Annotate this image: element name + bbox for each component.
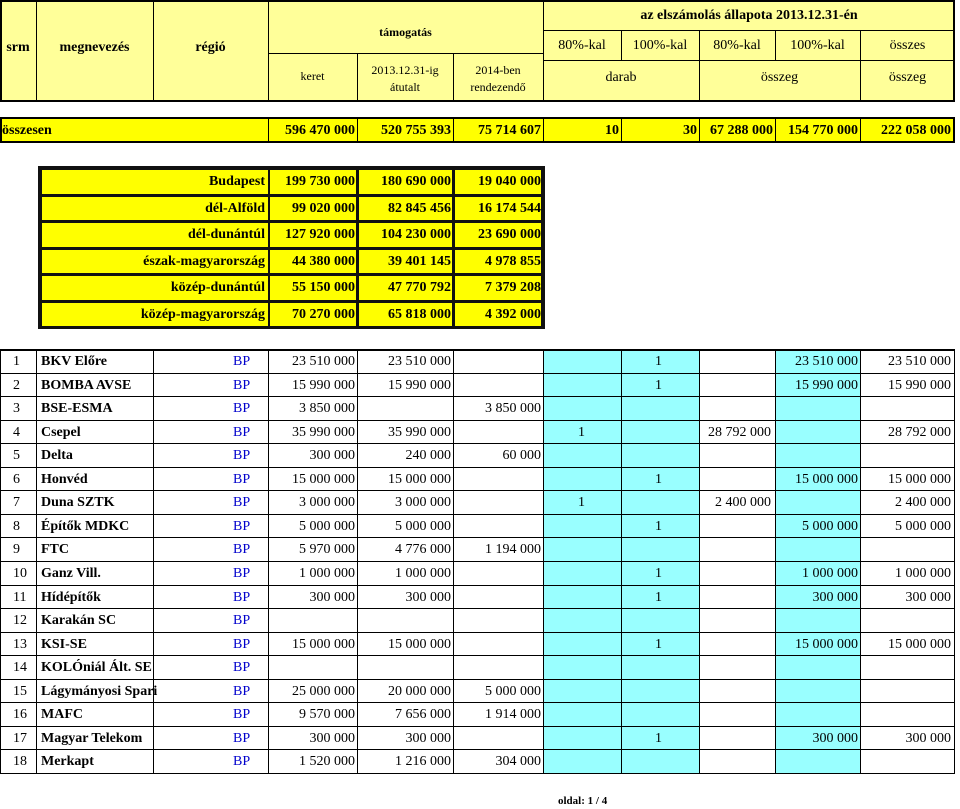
- page-number: oldal: 1 / 4: [558, 795, 608, 807]
- club-name: KSI-SE: [41, 637, 87, 652]
- region-name: észak-magyarország: [143, 253, 265, 269]
- club-osszeg100: 5 000 000: [802, 519, 858, 534]
- club-atutalt: 15 000 000: [388, 637, 451, 652]
- club-atutalt: 4 776 000: [395, 542, 451, 557]
- club-atutalt: 15 000 000: [388, 472, 451, 487]
- club-region: BP: [233, 542, 251, 557]
- col-header-kal80-darab: 80%-kal: [558, 38, 606, 53]
- row-line: [0, 749, 955, 750]
- club-osszeg100: 15 000 000: [795, 472, 858, 487]
- club-atutalt: 15 990 000: [388, 378, 451, 393]
- grid-line: [268, 0, 269, 102]
- club-region: BP: [233, 401, 251, 416]
- club-name: BOMBA AVSE: [41, 378, 132, 393]
- club-region: BP: [233, 731, 251, 746]
- club-name: MAFC: [41, 707, 83, 722]
- club-region: BP: [233, 495, 251, 510]
- club-keret: 25 000 000: [292, 684, 355, 699]
- club-atutalt: 3 000 000: [395, 495, 451, 510]
- club-keret: 23 510 000: [292, 354, 355, 369]
- col-header-elszamolas: az elszámolás állapota 2013.12.31-én: [640, 8, 858, 23]
- col-header-darab: darab: [605, 70, 637, 85]
- grid-line: [543, 30, 955, 31]
- club-keret: 15 000 000: [292, 472, 355, 487]
- grid-line: [268, 117, 269, 143]
- grid-line: [543, 117, 544, 143]
- col-header-tamogatas: támogatás: [379, 25, 432, 39]
- grid-line: [268, 53, 543, 54]
- grid-line: [860, 117, 861, 143]
- col-header-kal80-osszeg: 80%-kal: [713, 38, 761, 53]
- club-osszeg80: 2 400 000: [715, 495, 771, 510]
- club-name: FTC: [41, 542, 69, 557]
- club-name: Ganz Vill.: [41, 566, 101, 581]
- totals-border-top: [0, 117, 955, 119]
- club-name: Honvéd: [41, 472, 88, 487]
- grid-line: [860, 349, 861, 773]
- club-osszes: 15 000 000: [888, 637, 951, 652]
- grid-line: [357, 53, 358, 102]
- club-region: BP: [233, 590, 251, 605]
- club-osszeg100: 23 510 000: [795, 354, 858, 369]
- region-keret: 99 020 000: [292, 200, 355, 216]
- club-srm: 13: [13, 637, 27, 652]
- club-keret: 1 520 000: [299, 754, 355, 769]
- row-line: [0, 773, 955, 774]
- row-line: [0, 396, 955, 397]
- grid-line: [543, 349, 544, 773]
- club-keret: 300 000: [309, 448, 355, 463]
- club-srm: 1: [13, 354, 20, 369]
- club-name: BSE-ESMA: [41, 401, 113, 416]
- club-osszeg100: 1 000 000: [802, 566, 858, 581]
- club-name: Csepel: [41, 425, 81, 440]
- col-header-megnevezes: megnevezés: [59, 40, 130, 55]
- region-rendezendo: 19 040 000: [478, 174, 541, 189]
- row-line: [0, 514, 955, 515]
- header-border-top: [0, 0, 955, 2]
- totals-keret: 596 470 000: [285, 123, 355, 138]
- totals-rendezendo: 75 714 607: [478, 123, 541, 138]
- row-line: [0, 561, 955, 562]
- club-atutalt: 300 000: [405, 731, 451, 746]
- row-line: [0, 443, 955, 444]
- region-atutalt: 104 230 000: [381, 227, 451, 242]
- grid-line: [699, 349, 700, 773]
- club-osszeg80: 28 792 000: [708, 425, 771, 440]
- totals-darab80: 10: [605, 123, 619, 138]
- club-srm: 17: [13, 731, 27, 746]
- club-atutalt: 35 990 000: [388, 425, 451, 440]
- club-keret: 9 570 000: [299, 707, 355, 722]
- region-rendezendo: 4 978 855: [485, 253, 541, 269]
- club-srm: 9: [13, 542, 20, 557]
- club-rendezendo: 3 850 000: [485, 401, 541, 416]
- grid-line: [543, 60, 955, 61]
- grid-line: [0, 349, 1, 773]
- region-keret: 55 150 000: [292, 280, 355, 295]
- grid-line: [775, 349, 776, 773]
- region-name: dél-dunántúl: [187, 227, 265, 242]
- totals-border-bottom: [0, 141, 955, 143]
- region-name: közép-dunántúl: [170, 280, 265, 295]
- club-osszes: 2 400 000: [895, 495, 951, 510]
- club-keret: 35 990 000: [292, 425, 355, 440]
- row-line: [0, 632, 955, 633]
- club-darab100: 1: [655, 731, 662, 746]
- club-srm: 16: [13, 707, 27, 722]
- club-name: Hídépítők: [41, 590, 101, 605]
- club-srm: 3: [13, 401, 20, 416]
- club-atutalt: 300 000: [405, 590, 451, 605]
- club-keret: 15 000 000: [292, 637, 355, 652]
- club-srm: 8: [13, 519, 20, 534]
- club-atutalt: 23 510 000: [388, 354, 451, 369]
- club-region: BP: [233, 425, 251, 440]
- grid-line: [153, 349, 154, 773]
- club-name: Karakán SC: [41, 613, 117, 628]
- region-atutalt: 82 845 456: [388, 200, 451, 216]
- club-srm: 4: [13, 425, 20, 440]
- club-osszeg100: 300 000: [812, 590, 858, 605]
- club-rendezendo: 1 194 000: [485, 542, 541, 557]
- club-name: Magyar Telekom: [41, 731, 143, 746]
- club-darab100: 1: [655, 566, 662, 581]
- club-srm: 18: [13, 754, 27, 769]
- club-name: Építők MDKC: [41, 519, 130, 534]
- club-keret: 5 970 000: [299, 542, 355, 557]
- club-osszeg100: 300 000: [812, 731, 858, 746]
- row-line: [0, 679, 955, 680]
- row-line: [0, 373, 955, 374]
- club-region: BP: [233, 448, 251, 463]
- club-srm: 2: [13, 378, 20, 393]
- col-header-osszeg: összeg: [760, 70, 799, 85]
- club-atutalt: 5 000 000: [395, 519, 451, 534]
- club-srm: 10: [13, 566, 27, 581]
- grid-line: [775, 117, 776, 143]
- club-rendezendo: 5 000 000: [485, 684, 541, 699]
- club-region: BP: [233, 613, 251, 628]
- region-atutalt: 180 690 000: [381, 174, 451, 189]
- club-srm: 14: [13, 660, 27, 675]
- club-darab100: 1: [655, 378, 662, 393]
- region-rendezendo: 7 379 208: [485, 280, 541, 295]
- region-keret: 44 380 000: [292, 253, 355, 269]
- club-atutalt: 1 216 000: [395, 754, 451, 769]
- club-osszes: 5 000 000: [895, 519, 951, 534]
- club-region: BP: [233, 754, 251, 769]
- club-name: Delta: [41, 448, 73, 463]
- club-atutalt: 240 000: [405, 448, 451, 463]
- club-srm: 6: [13, 472, 20, 487]
- header-border-bottom: [0, 100, 955, 102]
- club-srm: 7: [13, 495, 20, 510]
- grid-line: [453, 53, 454, 102]
- grid-line: [621, 117, 622, 143]
- totals-atutalt: 520 755 393: [381, 123, 451, 138]
- row-line: [0, 608, 955, 609]
- region-rendezendo: 4 392 000: [485, 306, 541, 322]
- club-keret: 3 850 000: [299, 401, 355, 416]
- club-atutalt: 20 000 000: [388, 684, 451, 699]
- club-srm: 12: [13, 613, 27, 628]
- club-srm: 5: [13, 448, 20, 463]
- club-darab100: 1: [655, 590, 662, 605]
- club-region: BP: [233, 519, 251, 534]
- totals-osszeg80: 67 288 000: [710, 123, 773, 138]
- club-darab100: 1: [655, 637, 662, 652]
- totals-label: összesen: [2, 123, 52, 138]
- grid-line: [357, 349, 358, 773]
- totals-darab100: 30: [683, 123, 697, 138]
- col-header-keret: keret: [300, 69, 325, 83]
- col-header-osszes: összes: [889, 38, 926, 53]
- region-atutalt: 65 818 000: [388, 306, 451, 322]
- club-region: BP: [233, 354, 251, 369]
- club-osszes: 300 000: [905, 590, 951, 605]
- row-line: [0, 349, 955, 351]
- club-osszes: 28 792 000: [888, 425, 951, 440]
- club-osszes: 1 000 000: [895, 566, 951, 581]
- club-atutalt: 1 000 000: [395, 566, 451, 581]
- col-header-kal100-osszeg: 100%-kal: [790, 38, 845, 53]
- club-region: BP: [233, 660, 251, 675]
- club-keret: 5 000 000: [299, 519, 355, 534]
- totals-osszeg100: 154 770 000: [788, 123, 858, 138]
- col-header-kal100-darab: 100%-kal: [632, 38, 688, 53]
- club-osszeg100: 15 990 000: [795, 378, 858, 393]
- grid-line: [453, 349, 454, 773]
- region-atutalt: 39 401 145: [388, 253, 451, 269]
- grid-line: [36, 349, 37, 773]
- club-region: BP: [233, 707, 251, 722]
- club-keret: 15 990 000: [292, 378, 355, 393]
- region-rendezendo: 16 174 544: [478, 200, 541, 216]
- grid-line: [453, 117, 454, 143]
- club-darab80: 1: [578, 495, 585, 510]
- club-atutalt: 7 656 000: [395, 707, 451, 722]
- row-line: [0, 537, 955, 538]
- club-region: BP: [233, 684, 251, 699]
- totals-osszes: 222 058 000: [881, 123, 951, 138]
- club-osszes: 15 990 000: [888, 378, 951, 393]
- region-rendezendo: 23 690 000: [478, 227, 541, 242]
- row-line: [0, 585, 955, 586]
- region-atutalt: 47 770 792: [388, 280, 451, 295]
- region-name: dél-Alföld: [205, 200, 265, 216]
- row-line: [0, 490, 955, 491]
- grid-line: [953, 117, 955, 143]
- club-rendezendo: 60 000: [502, 448, 541, 463]
- col-header-atutalt-2: átutalt: [390, 80, 420, 94]
- club-darab100: 1: [655, 472, 662, 487]
- club-rendezendo: 304 000: [495, 754, 541, 769]
- region-name: Budapest: [208, 174, 265, 189]
- club-name: Lágymányosi Spari: [41, 684, 158, 699]
- club-keret: 300 000: [309, 731, 355, 746]
- grid-line: [699, 117, 700, 143]
- row-line: [0, 420, 955, 421]
- region-keret: 199 730 000: [285, 174, 355, 189]
- club-srm: 15: [13, 684, 27, 699]
- club-srm: 11: [13, 590, 27, 605]
- region-keret: 70 270 000: [292, 306, 355, 322]
- region-name: közép-magyarország: [140, 306, 265, 322]
- club-region: BP: [233, 378, 251, 393]
- club-osszes: 300 000: [905, 731, 951, 746]
- club-region: BP: [233, 637, 251, 652]
- row-line: [0, 702, 955, 703]
- club-name: Merkapt: [41, 754, 94, 769]
- col-header-rendezendo-2: rendezendő: [470, 80, 526, 94]
- club-darab80: 1: [578, 425, 585, 440]
- club-region: BP: [233, 566, 251, 581]
- col-header-regio: régió: [195, 40, 226, 55]
- club-keret: 3 000 000: [299, 495, 355, 510]
- col-header-atutalt-1: 2013.12.31-ig: [371, 63, 439, 77]
- col-header-osszeg-total: összeg: [888, 70, 927, 85]
- grid-line: [954, 349, 955, 773]
- club-osszes: 15 000 000: [888, 472, 951, 487]
- grid-line: [357, 117, 358, 143]
- grid-line: [268, 349, 269, 773]
- club-name: KOLÓniál Ált. SE: [41, 660, 152, 675]
- row-line: [0, 726, 955, 727]
- grid-line: [621, 349, 622, 773]
- club-region: BP: [233, 472, 251, 487]
- row-line: [0, 655, 955, 656]
- club-darab100: 1: [655, 354, 662, 369]
- club-osszes: 23 510 000: [888, 354, 951, 369]
- col-header-rendezendo-1: 2014-ben: [475, 63, 521, 77]
- club-name: BKV Előre: [41, 354, 107, 369]
- club-name: Duna SZTK: [41, 495, 115, 510]
- row-line: [0, 467, 955, 468]
- club-osszeg100: 15 000 000: [795, 637, 858, 652]
- club-rendezendo: 1 914 000: [485, 707, 541, 722]
- region-keret: 127 920 000: [285, 227, 355, 242]
- club-keret: 300 000: [309, 590, 355, 605]
- col-header-srm: srm: [6, 40, 30, 55]
- club-darab100: 1: [655, 519, 662, 534]
- club-keret: 1 000 000: [299, 566, 355, 581]
